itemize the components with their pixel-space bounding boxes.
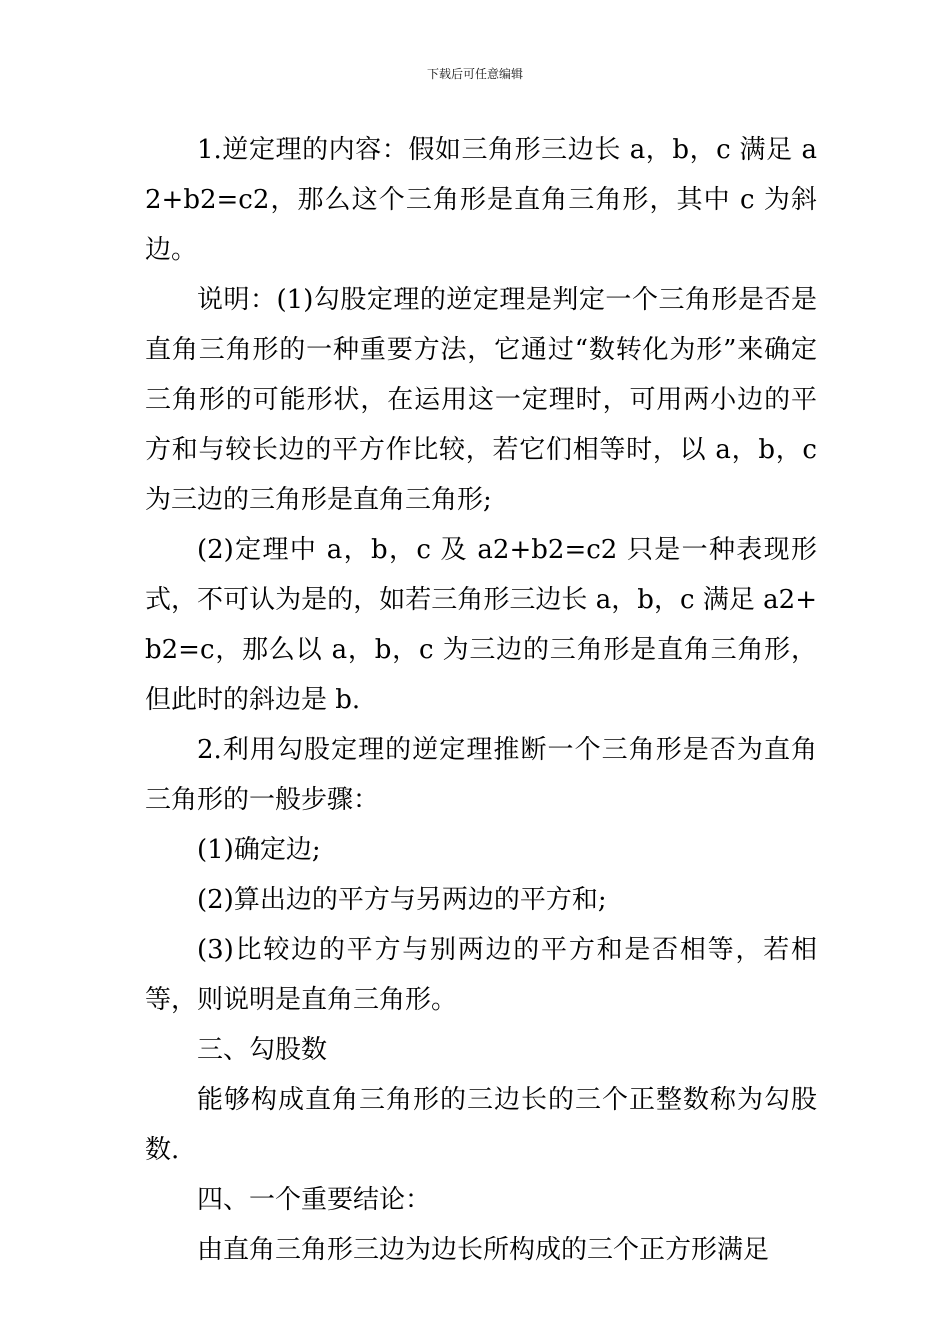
paragraph-step-3: (3)比较边的平方与别两边的平方和是否相等，若相等，则说明是直角三角形。 [145, 935, 817, 1015]
paragraph-triples-definition: 能够构成直角三角形的三边长的三个正整数称为勾股数. [145, 1085, 817, 1165]
paragraph-step-1: (1)确定边; [197, 835, 321, 865]
document-body [145, 125, 817, 1275]
page-header: 下载后可任意编辑 [426, 67, 523, 81]
section-heading-important-conclusion: 四、一个重要结论： [197, 1185, 432, 1215]
paragraph-step-2: (2)算出边的平方与另两边的平方和; [197, 885, 607, 915]
paragraph-converse-theorem: 1.逆定理的内容：假如三角形三边长 a，b，c 满足 a2+b2=c2，那么这个三角形是直角三角形，其中 c 为斜边。 [145, 135, 817, 265]
paragraph-conclusion: 由直角三角形三边为边长所构成的三个正方形满足 [197, 1235, 770, 1265]
paragraph-explanation-2: (2)定理中 a，b，c 及 a2+b2=c2 只是一种表现形式，不可认为是的，如若三角形三边长 a，b，c 满足 a2+b2=c，那么以 a，b，c 为三边的三角形是直角三角形，但此时的斜边是 b. [145, 535, 817, 715]
section-heading-pythagorean-triples: 三、勾股数 [197, 1035, 328, 1065]
paragraph-explanation-1: 说明：(1)勾股定理的逆定理是判定一个三角形是否是直角三角形的一种重要方法，它通过“数转化为形”来确定三角形的可能形状，在运用这一定理时，可用两小边的平方和与较长边的平方作比较，若它们相等时，以 a，b，c 为三边的三角形是直角三角形; [145, 285, 817, 515]
paragraph-steps-heading: 2.利用勾股定理的逆定理推断一个三角形是否为直角三角形的一般步骤： [145, 735, 817, 815]
